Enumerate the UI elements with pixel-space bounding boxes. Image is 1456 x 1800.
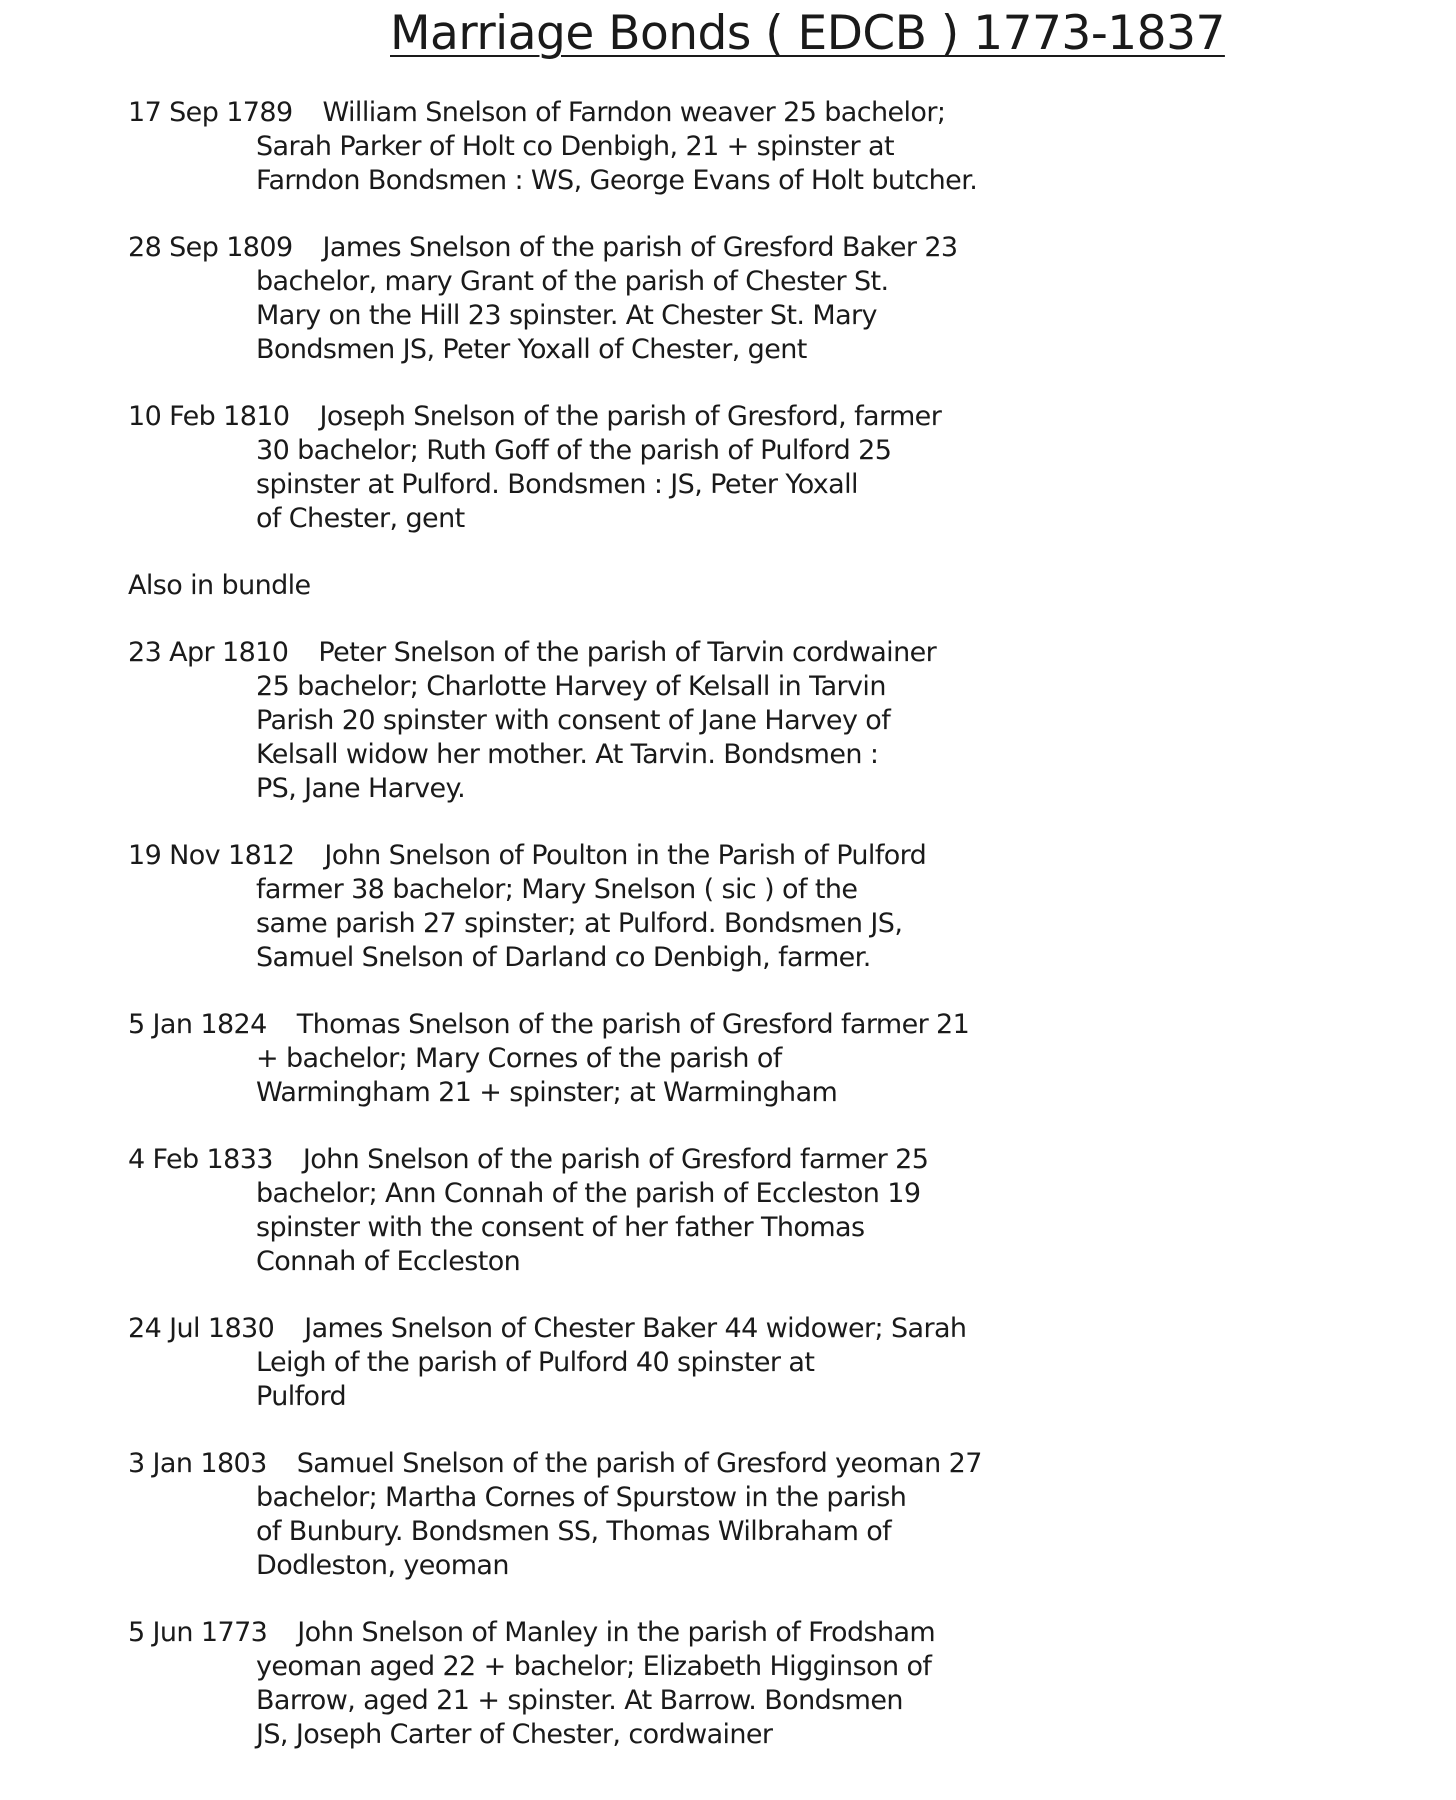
entry-date: 17 Sep 1789 <box>128 97 293 128</box>
entry-text: Samuel Snelson of Darland co Denbigh, farmer. <box>256 942 871 973</box>
entry-date: 10 Feb 1810 <box>128 401 290 432</box>
entry-text: 30 bachelor; Ruth Goff of the parish of Pulford 25 <box>256 435 892 466</box>
entry-text: Samuel Snelson of the parish of Gresford yeoman 27 <box>296 1448 982 1479</box>
entry-1824 <box>128 1008 1028 1110</box>
entry-text: 25 bachelor; Charlotte Harvey of Kelsall in Tarvin <box>256 671 886 702</box>
entry-text: of Bunbury. Bondsmen SS, Thomas Wilbraham of <box>256 1516 892 1547</box>
entry-date: 19 Nov 1812 <box>128 840 295 871</box>
entry-text: same parish 27 spinster; at Pulford. Bondsmen JS, <box>256 908 903 939</box>
entry-text: Joseph Snelson of the parish of Gresford, farmer <box>319 401 942 432</box>
entry-date: 5 Jun 1773 <box>128 1617 268 1648</box>
entry-text: Connah of Eccleston <box>256 1246 521 1277</box>
entries-list <box>128 96 1028 1785</box>
entry-text: Thomas Snelson of the parish of Gresford farmer 21 <box>296 1009 970 1040</box>
entry-date: 28 Sep 1809 <box>128 232 293 263</box>
entry-text: Sarah Parker of Holt co Denbigh, 21 + spinster at <box>256 131 894 162</box>
entry-text: Dodleston, yeoman <box>256 1550 509 1581</box>
entry-1833 <box>128 1143 1028 1279</box>
entry-text: yeoman aged 22 + bachelor; Elizabeth Higginson of <box>256 1651 932 1682</box>
entry-text: Farndon Bondsmen : WS, George Evans of Holt butcher. <box>256 165 978 196</box>
entry-1773 <box>128 1616 1028 1752</box>
entry-text: farmer 38 bachelor; Mary Snelson ( sic ) of the <box>256 874 858 905</box>
entry-text: James Snelson of the parish of Gresford Baker 23 <box>322 232 958 263</box>
also-in-bundle-note: Also in bundle <box>128 570 311 601</box>
entry-text: spinster at Pulford. Bondsmen : JS, Peter Yoxall <box>256 469 858 500</box>
entry-text: PS, Jane Harvey. <box>256 773 466 804</box>
entry-date: 3 Jan 1803 <box>128 1448 267 1479</box>
entry-text: spinster with the consent of her father Thomas <box>256 1212 865 1243</box>
entry-1789 <box>128 96 1028 198</box>
entry-text: Kelsall widow her mother. At Tarvin. Bondsmen : <box>256 739 879 770</box>
entry-text: of Chester, gent <box>256 503 465 534</box>
entry-1830 <box>128 1312 1028 1414</box>
entry-text: bachelor; Ann Connah of the parish of Eccleston 19 <box>256 1178 921 1209</box>
entry-date: 23 Apr 1810 <box>128 637 289 668</box>
entry-1810-feb <box>128 400 1028 536</box>
entry-text: Warmingham 21 + spinster; at Warmingham <box>256 1077 838 1108</box>
entry-text: Mary on the Hill 23 spinster. At Chester St. Mary <box>256 300 877 331</box>
entry-1803 <box>128 1447 1028 1583</box>
entry-text: Barrow, aged 21 + spinster. At Barrow. Bondsmen <box>256 1685 903 1716</box>
entry-text: JS, Joseph Carter of Chester, cordwainer <box>256 1719 773 1750</box>
entry-1810-apr <box>128 636 1028 806</box>
entry-text: Leigh of the parish of Pulford 40 spinster at <box>256 1347 815 1378</box>
entry-1809 <box>128 231 1028 367</box>
entry-1812 <box>128 839 1028 975</box>
entry-text: James Snelson of Chester Baker 44 widower; Sarah <box>304 1313 967 1344</box>
entry-text: Peter Snelson of the parish of Tarvin cordwainer <box>318 637 937 668</box>
entry-text: John Snelson of Poulton in the Parish of Pulford <box>324 840 927 871</box>
document-title: Marriage Bonds ( EDCB ) 1773-1837 <box>390 6 1225 61</box>
entry-text: Bondsmen JS, Peter Yoxall of Chester, gent <box>256 334 807 365</box>
entry-text: Parish 20 spinster with consent of Jane Harvey of <box>256 705 891 736</box>
entry-text: John Snelson of the parish of Gresford farmer 25 <box>302 1144 929 1175</box>
entry-date: 24 Jul 1830 <box>128 1313 275 1344</box>
entry-text: Pulford <box>256 1381 347 1412</box>
entry-text: + bachelor; Mary Cornes of the parish of <box>256 1043 782 1074</box>
entry-text: William Snelson of Farndon weaver 25 bachelor; <box>322 97 946 128</box>
entry-text: bachelor, mary Grant of the parish of Chester St. <box>256 266 889 297</box>
entry-date: 5 Jan 1824 <box>128 1009 267 1040</box>
entry-text: bachelor; Martha Cornes of Spurstow in the parish <box>256 1482 907 1513</box>
entry-text: John Snelson of Manley in the parish of Frodsham <box>297 1617 936 1648</box>
entry-date: 4 Feb 1833 <box>128 1144 273 1175</box>
